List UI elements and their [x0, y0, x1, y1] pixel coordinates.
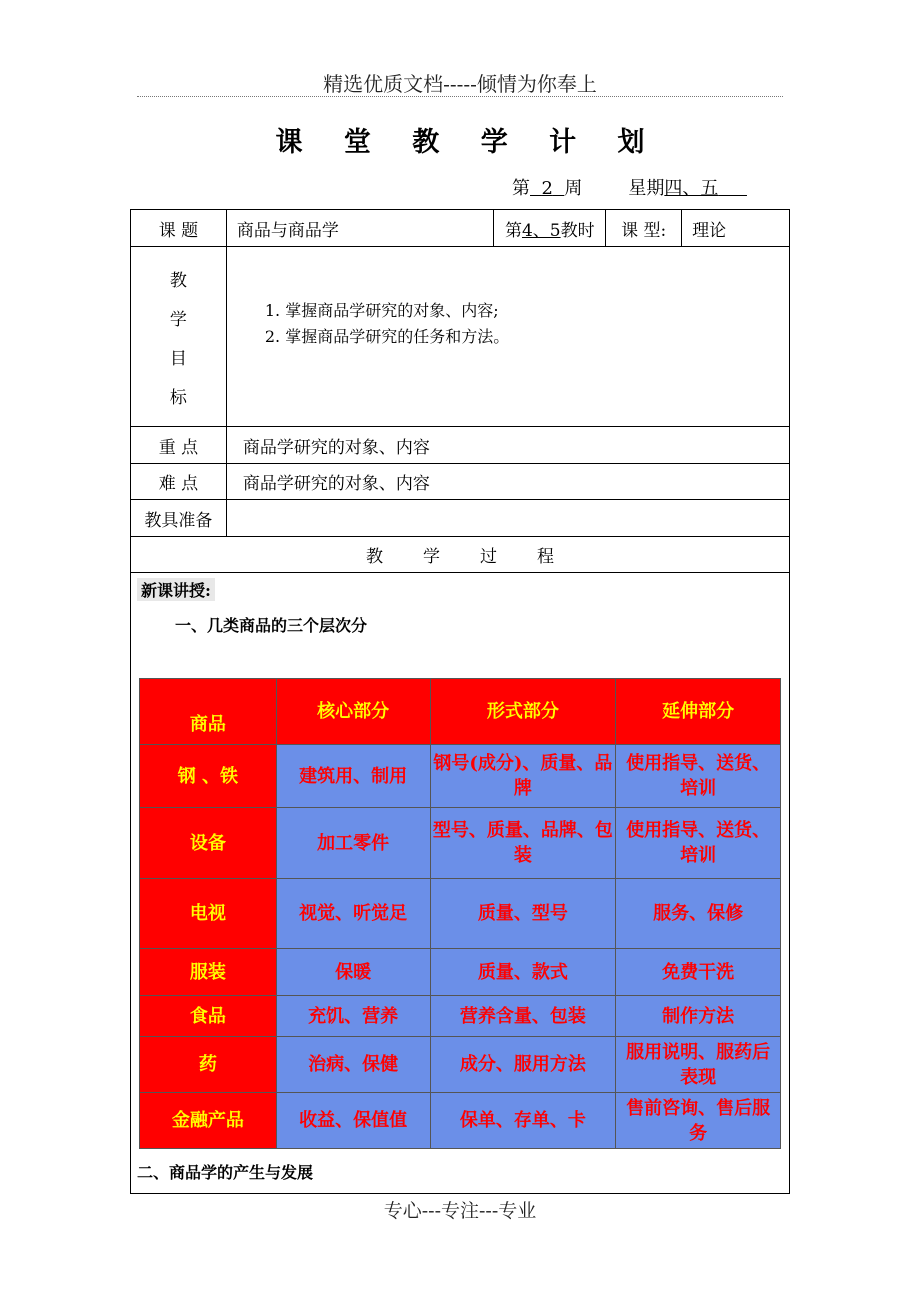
difficulty-value: 商品学研究的对象、内容: [226, 464, 789, 500]
goods-levels-table: [139, 678, 781, 1149]
goal-item: 1. 掌握商品学研究的对象、内容;: [264, 300, 499, 320]
goods-form-cell: 成分、服用方法: [430, 1037, 616, 1093]
section-heading: 一、几类商品的三个层次分: [175, 616, 368, 635]
goods-extension-cell: 服用说明、服药后表现: [616, 1037, 781, 1093]
difficulty-label: 难 点: [131, 464, 227, 500]
period-value: 4、5: [521, 220, 561, 241]
type-value: 理论: [682, 210, 790, 247]
key-label: 重 点: [131, 427, 227, 464]
topic-value: 商品与商品学: [226, 210, 494, 247]
goods-core-cell: 视觉、听觉足: [276, 879, 430, 949]
goods-core-cell: 收益、保值值: [276, 1093, 430, 1149]
goods-core-cell: 建筑用、制用: [276, 745, 430, 808]
goods-name-cell: 设备: [140, 808, 277, 879]
goods-core-cell: 保暖: [276, 949, 430, 996]
goods-form-cell: 保单、存单、卡: [430, 1093, 616, 1149]
type-label: 课 型:: [606, 210, 682, 247]
goods-form-cell: 质量、型号: [430, 879, 616, 949]
topic-label: 课 题: [131, 210, 227, 247]
lesson-content: [131, 573, 790, 1194]
goods-extension-cell: 服务、保修: [616, 879, 781, 949]
goals-label: 教 学 目 标: [131, 247, 227, 427]
period-cell: 第4、5教时: [494, 210, 606, 247]
goods-name-cell: 电视: [140, 879, 277, 949]
process-heading: 教学过程: [131, 537, 790, 573]
goods-header-cell: 形式部分: [430, 679, 616, 745]
goods-header-cell: 延伸部分: [616, 679, 781, 745]
page-footer: 专心---专注---专业: [383, 1200, 537, 1222]
goods-core-cell: 治病、保健: [276, 1037, 430, 1093]
goals-value: [226, 247, 789, 427]
goods-form-cell: 质量、款式: [430, 949, 616, 996]
goods-extension-cell: 使用指导、送货、培训: [616, 808, 781, 879]
section-heading: 二、商品学的产生与发展: [137, 1163, 314, 1182]
week-number: 2: [541, 178, 553, 199]
goods-core-cell: 加工零件: [276, 808, 430, 879]
day-value: 四、五: [664, 178, 719, 199]
goods-core-cell: 充饥、营养: [276, 996, 430, 1037]
goods-name-cell: 钢 、铁: [140, 745, 277, 808]
goods-name-cell: 食品: [140, 996, 277, 1037]
day-label: 星期: [628, 178, 665, 199]
goods-extension-cell: 免费干洗: [616, 949, 781, 996]
goods-name-cell: 金融产品: [140, 1093, 277, 1149]
key-value: 商品学研究的对象、内容: [226, 427, 789, 464]
page-title: 课 堂 教 学 计 划: [275, 127, 661, 158]
lesson-plan-table: [130, 209, 790, 1194]
week-unit: 周: [564, 178, 583, 199]
week-prefix: 第: [512, 178, 530, 199]
tools-value: [226, 500, 789, 537]
new-lesson-label: 新课讲授:: [137, 578, 215, 601]
goods-name-cell: 服装: [140, 949, 277, 996]
goods-extension-cell: 使用指导、送货、培训: [616, 745, 781, 808]
goods-extension-cell: 售前咨询、售后服务: [616, 1093, 781, 1149]
tools-label: 教具准备: [131, 500, 227, 537]
week-line: [512, 174, 747, 200]
goods-header-cell: 商品: [140, 679, 277, 745]
goal-item: 2. 掌握商品学研究的任务和方法。: [264, 326, 510, 346]
goods-extension-cell: 制作方法: [616, 996, 781, 1037]
goods-form-cell: 钢号(成分)、质量、品牌: [430, 745, 616, 808]
header-divider: [137, 96, 783, 97]
goods-form-cell: 型号、质量、品牌、包装: [430, 808, 616, 879]
goods-header-cell: 核心部分: [276, 679, 430, 745]
page-header: 精选优质文档-----倾情为你奉上: [323, 72, 597, 96]
goods-form-cell: 营养含量、包装: [430, 996, 616, 1037]
goods-name-cell: 药: [140, 1037, 277, 1093]
